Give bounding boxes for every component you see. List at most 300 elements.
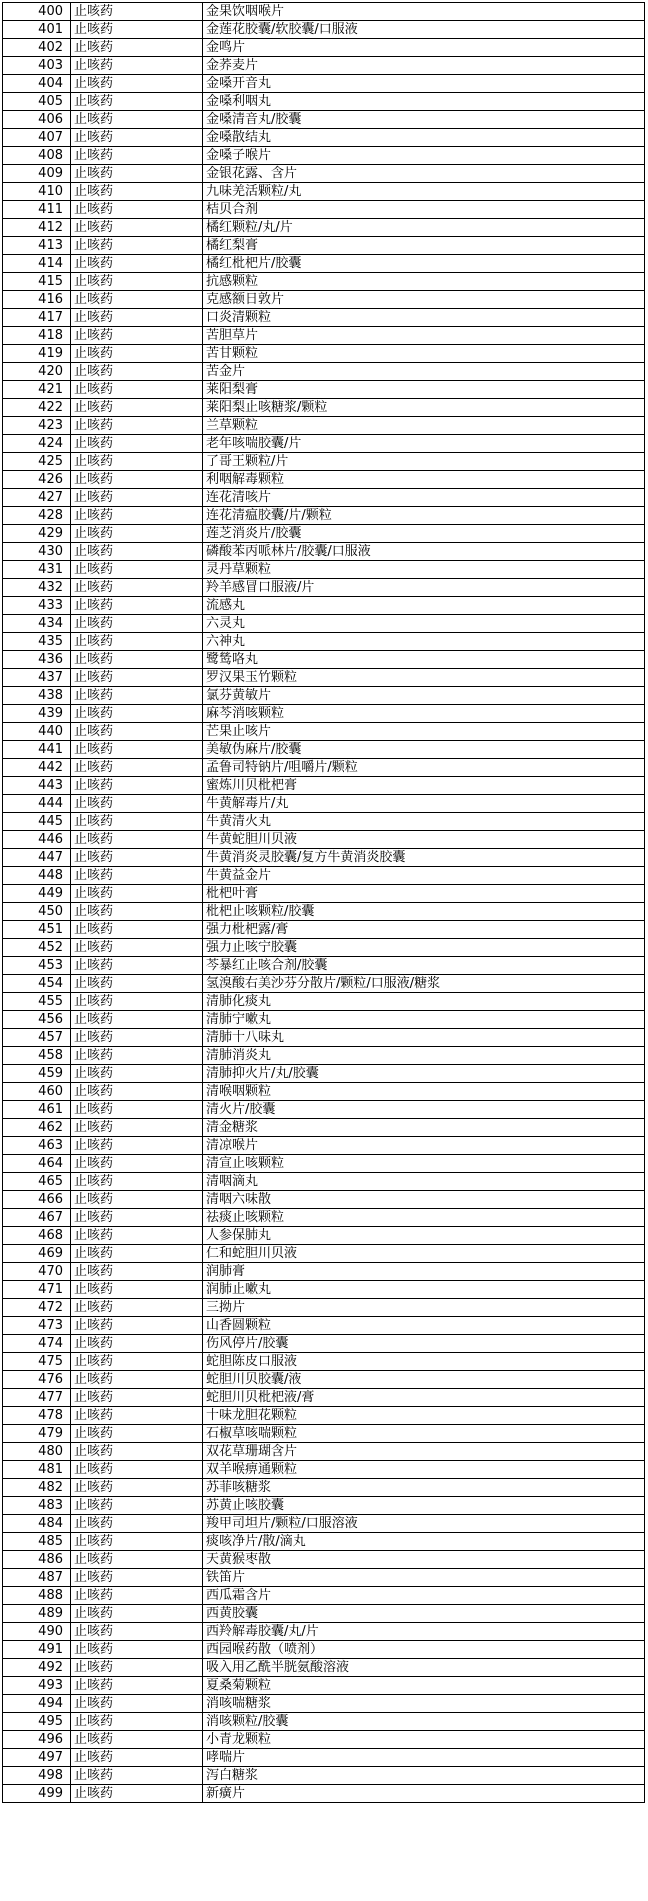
table-row bbox=[3, 1731, 645, 1749]
row-drug-name: 枇杷止咳颗粒/胶囊 bbox=[203, 903, 645, 921]
table-row bbox=[3, 1101, 645, 1119]
row-drug-name: 孟鲁司特钠片/咀嚼片/颗粒 bbox=[203, 759, 645, 777]
row-category: 止咳药 bbox=[71, 615, 203, 633]
row-drug-name: 苏菲咳糖浆 bbox=[203, 1479, 645, 1497]
row-number: 428 bbox=[3, 507, 71, 525]
table-row bbox=[3, 777, 645, 795]
row-number: 479 bbox=[3, 1425, 71, 1443]
table-row bbox=[3, 561, 645, 579]
row-number: 465 bbox=[3, 1173, 71, 1191]
row-category: 止咳药 bbox=[71, 1389, 203, 1407]
row-number: 489 bbox=[3, 1605, 71, 1623]
table-row bbox=[3, 399, 645, 417]
row-drug-name: 桔贝合剂 bbox=[203, 201, 645, 219]
row-category: 止咳药 bbox=[71, 1335, 203, 1353]
row-category: 止咳药 bbox=[71, 183, 203, 201]
row-drug-name: 小青龙颗粒 bbox=[203, 1731, 645, 1749]
table-row bbox=[3, 759, 645, 777]
row-drug-name: 莱阳梨止咳糖浆/颗粒 bbox=[203, 399, 645, 417]
table-row bbox=[3, 1353, 645, 1371]
row-number: 477 bbox=[3, 1389, 71, 1407]
row-category: 止咳药 bbox=[71, 201, 203, 219]
row-category: 止咳药 bbox=[71, 165, 203, 183]
row-number: 494 bbox=[3, 1695, 71, 1713]
row-number: 444 bbox=[3, 795, 71, 813]
row-drug-name: 老年咳喘胶囊/片 bbox=[203, 435, 645, 453]
row-category: 止咳药 bbox=[71, 1515, 203, 1533]
table-row bbox=[3, 3, 645, 21]
row-number: 481 bbox=[3, 1461, 71, 1479]
row-number: 457 bbox=[3, 1029, 71, 1047]
row-category: 止咳药 bbox=[71, 849, 203, 867]
row-drug-name: 蛇胆陈皮口服液 bbox=[203, 1353, 645, 1371]
table-row bbox=[3, 1461, 645, 1479]
table-row bbox=[3, 219, 645, 237]
row-drug-name: 芩暴红止咳合剂/胶囊 bbox=[203, 957, 645, 975]
row-category: 止咳药 bbox=[71, 1353, 203, 1371]
row-category: 止咳药 bbox=[71, 1317, 203, 1335]
row-drug-name: 清肺宁嗽丸 bbox=[203, 1011, 645, 1029]
row-drug-name: 双羊喉痹通颗粒 bbox=[203, 1461, 645, 1479]
row-number: 484 bbox=[3, 1515, 71, 1533]
table-row bbox=[3, 1569, 645, 1587]
row-number: 410 bbox=[3, 183, 71, 201]
row-drug-name: 西羚解毒胶囊/丸/片 bbox=[203, 1623, 645, 1641]
row-number: 467 bbox=[3, 1209, 71, 1227]
row-number: 483 bbox=[3, 1497, 71, 1515]
row-drug-name: 橘红颗粒/丸/片 bbox=[203, 219, 645, 237]
row-category: 止咳药 bbox=[71, 399, 203, 417]
row-drug-name: 金果饮咽喉片 bbox=[203, 3, 645, 21]
table-row bbox=[3, 669, 645, 687]
row-category: 止咳药 bbox=[71, 1155, 203, 1173]
row-number: 499 bbox=[3, 1785, 71, 1803]
row-drug-name: 灵丹草颗粒 bbox=[203, 561, 645, 579]
table-row bbox=[3, 1371, 645, 1389]
row-drug-name: 罗汉果玉竹颗粒 bbox=[203, 669, 645, 687]
row-number: 493 bbox=[3, 1677, 71, 1695]
row-category: 止咳药 bbox=[71, 1587, 203, 1605]
row-drug-name: 莱阳梨膏 bbox=[203, 381, 645, 399]
row-drug-name: 双花草珊瑚含片 bbox=[203, 1443, 645, 1461]
row-number: 420 bbox=[3, 363, 71, 381]
row-number: 401 bbox=[3, 21, 71, 39]
row-category: 止咳药 bbox=[71, 1209, 203, 1227]
row-category: 止咳药 bbox=[71, 597, 203, 615]
row-category: 止咳药 bbox=[71, 507, 203, 525]
table-row bbox=[3, 1389, 645, 1407]
row-drug-name: 苦甘颗粒 bbox=[203, 345, 645, 363]
table-row bbox=[3, 975, 645, 993]
row-category: 止咳药 bbox=[71, 345, 203, 363]
row-drug-name: 泻白糖浆 bbox=[203, 1767, 645, 1785]
row-number: 472 bbox=[3, 1299, 71, 1317]
row-drug-name: 金嗓散结丸 bbox=[203, 129, 645, 147]
row-category: 止咳药 bbox=[71, 1047, 203, 1065]
row-category: 止咳药 bbox=[71, 1605, 203, 1623]
row-number: 404 bbox=[3, 75, 71, 93]
row-drug-name: 清金糖浆 bbox=[203, 1119, 645, 1137]
row-drug-name: 吸入用乙酰半胱氨酸溶液 bbox=[203, 1659, 645, 1677]
row-number: 415 bbox=[3, 273, 71, 291]
row-drug-name: 清凉喉片 bbox=[203, 1137, 645, 1155]
row-drug-name: 磷酸苯丙哌林片/胶囊/口服液 bbox=[203, 543, 645, 561]
row-category: 止咳药 bbox=[71, 75, 203, 93]
row-drug-name: 新癀片 bbox=[203, 1785, 645, 1803]
table-row bbox=[3, 237, 645, 255]
table-row bbox=[3, 885, 645, 903]
row-drug-name: 山香圆颗粒 bbox=[203, 1317, 645, 1335]
table-row bbox=[3, 273, 645, 291]
table-row bbox=[3, 813, 645, 831]
row-drug-name: 鹭鸶咯丸 bbox=[203, 651, 645, 669]
drug-list-table bbox=[2, 2, 645, 1803]
row-category: 止咳药 bbox=[71, 453, 203, 471]
row-category: 止咳药 bbox=[71, 1551, 203, 1569]
row-category: 止咳药 bbox=[71, 147, 203, 165]
row-drug-name: 夏桑菊颗粒 bbox=[203, 1677, 645, 1695]
row-category: 止咳药 bbox=[71, 543, 203, 561]
row-drug-name: 橘红枇杷片/胶囊 bbox=[203, 255, 645, 273]
row-category: 止咳药 bbox=[71, 831, 203, 849]
table-row bbox=[3, 129, 645, 147]
row-category: 止咳药 bbox=[71, 57, 203, 75]
table-row bbox=[3, 1785, 645, 1803]
row-drug-name: 石椒草咳喘颗粒 bbox=[203, 1425, 645, 1443]
row-category: 止咳药 bbox=[71, 1299, 203, 1317]
row-category: 止咳药 bbox=[71, 651, 203, 669]
row-number: 490 bbox=[3, 1623, 71, 1641]
table-row bbox=[3, 867, 645, 885]
row-category: 止咳药 bbox=[71, 1461, 203, 1479]
row-drug-name: 羧甲司坦片/颗粒/口服溶液 bbox=[203, 1515, 645, 1533]
row-drug-name: 连花清瘟胶囊/片/颗粒 bbox=[203, 507, 645, 525]
table-row bbox=[3, 1425, 645, 1443]
table-row bbox=[3, 381, 645, 399]
row-number: 403 bbox=[3, 57, 71, 75]
row-category: 止咳药 bbox=[71, 975, 203, 993]
row-category: 止咳药 bbox=[71, 1245, 203, 1263]
row-category: 止咳药 bbox=[71, 273, 203, 291]
row-category: 止咳药 bbox=[71, 561, 203, 579]
row-category: 止咳药 bbox=[71, 471, 203, 489]
table-row bbox=[3, 1227, 645, 1245]
row-category: 止咳药 bbox=[71, 741, 203, 759]
table-row bbox=[3, 579, 645, 597]
table-row bbox=[3, 453, 645, 471]
row-number: 446 bbox=[3, 831, 71, 849]
table-row bbox=[3, 1029, 645, 1047]
row-category: 止咳药 bbox=[71, 759, 203, 777]
row-number: 432 bbox=[3, 579, 71, 597]
row-number: 429 bbox=[3, 525, 71, 543]
table-row bbox=[3, 489, 645, 507]
row-number: 452 bbox=[3, 939, 71, 957]
row-number: 419 bbox=[3, 345, 71, 363]
row-category: 止咳药 bbox=[71, 1659, 203, 1677]
row-drug-name: 清宣止咳颗粒 bbox=[203, 1155, 645, 1173]
row-drug-name: 消咳颗粒/胶囊 bbox=[203, 1713, 645, 1731]
row-number: 400 bbox=[3, 3, 71, 21]
table-row bbox=[3, 939, 645, 957]
row-category: 止咳药 bbox=[71, 1497, 203, 1515]
row-drug-name: 蜜炼川贝枇杷膏 bbox=[203, 777, 645, 795]
table-row bbox=[3, 111, 645, 129]
row-number: 447 bbox=[3, 849, 71, 867]
row-category: 止咳药 bbox=[71, 309, 203, 327]
table-row bbox=[3, 705, 645, 723]
row-number: 463 bbox=[3, 1137, 71, 1155]
row-category: 止咳药 bbox=[71, 777, 203, 795]
row-number: 405 bbox=[3, 93, 71, 111]
row-category: 止咳药 bbox=[71, 903, 203, 921]
row-category: 止咳药 bbox=[71, 867, 203, 885]
row-drug-name: 蛇胆川贝胶囊/液 bbox=[203, 1371, 645, 1389]
row-number: 464 bbox=[3, 1155, 71, 1173]
row-category: 止咳药 bbox=[71, 723, 203, 741]
table-row bbox=[3, 183, 645, 201]
table-row bbox=[3, 1713, 645, 1731]
row-category: 止咳药 bbox=[71, 1101, 203, 1119]
row-drug-name: 连花清咳片 bbox=[203, 489, 645, 507]
row-number: 416 bbox=[3, 291, 71, 309]
table-row bbox=[3, 363, 645, 381]
row-drug-name: 莲芝消炎片/胶囊 bbox=[203, 525, 645, 543]
row-category: 止咳药 bbox=[71, 795, 203, 813]
row-number: 450 bbox=[3, 903, 71, 921]
table-row bbox=[3, 255, 645, 273]
table-row bbox=[3, 993, 645, 1011]
row-number: 454 bbox=[3, 975, 71, 993]
table-row bbox=[3, 1659, 645, 1677]
table-row bbox=[3, 1209, 645, 1227]
row-number: 433 bbox=[3, 597, 71, 615]
row-drug-name: 羚羊感冒口服液/片 bbox=[203, 579, 645, 597]
row-number: 441 bbox=[3, 741, 71, 759]
row-category: 止咳药 bbox=[71, 327, 203, 345]
row-number: 445 bbox=[3, 813, 71, 831]
row-category: 止咳药 bbox=[71, 237, 203, 255]
row-drug-name: 氯芬黄敏片 bbox=[203, 687, 645, 705]
row-number: 402 bbox=[3, 39, 71, 57]
row-drug-name: 橘红梨膏 bbox=[203, 237, 645, 255]
table-row bbox=[3, 1551, 645, 1569]
row-category: 止咳药 bbox=[71, 957, 203, 975]
row-number: 439 bbox=[3, 705, 71, 723]
row-number: 485 bbox=[3, 1533, 71, 1551]
row-category: 止咳药 bbox=[71, 93, 203, 111]
table-row bbox=[3, 741, 645, 759]
row-category: 止咳药 bbox=[71, 939, 203, 957]
row-category: 止咳药 bbox=[71, 1641, 203, 1659]
row-category: 止咳药 bbox=[71, 1479, 203, 1497]
row-drug-name: 清火片/胶囊 bbox=[203, 1101, 645, 1119]
row-category: 止咳药 bbox=[71, 1677, 203, 1695]
row-drug-name: 清咽六味散 bbox=[203, 1191, 645, 1209]
row-category: 止咳药 bbox=[71, 579, 203, 597]
row-number: 456 bbox=[3, 1011, 71, 1029]
table-row bbox=[3, 1695, 645, 1713]
table-row bbox=[3, 1083, 645, 1101]
row-drug-name: 金荞麦片 bbox=[203, 57, 645, 75]
table-row bbox=[3, 327, 645, 345]
row-category: 止咳药 bbox=[71, 885, 203, 903]
table-row bbox=[3, 1137, 645, 1155]
row-drug-name: 金鸣片 bbox=[203, 39, 645, 57]
table-row bbox=[3, 345, 645, 363]
row-number: 421 bbox=[3, 381, 71, 399]
row-category: 止咳药 bbox=[71, 1227, 203, 1245]
table-row bbox=[3, 1119, 645, 1137]
row-category: 止咳药 bbox=[71, 1083, 203, 1101]
row-drug-name: 金嗓开音丸 bbox=[203, 75, 645, 93]
table-row bbox=[3, 75, 645, 93]
row-drug-name: 十味龙胆花颗粒 bbox=[203, 1407, 645, 1425]
row-number: 491 bbox=[3, 1641, 71, 1659]
row-number: 408 bbox=[3, 147, 71, 165]
table-row bbox=[3, 435, 645, 453]
row-number: 422 bbox=[3, 399, 71, 417]
row-number: 460 bbox=[3, 1083, 71, 1101]
row-drug-name: 六神丸 bbox=[203, 633, 645, 651]
row-category: 止咳药 bbox=[71, 1713, 203, 1731]
row-number: 497 bbox=[3, 1749, 71, 1767]
row-category: 止咳药 bbox=[71, 381, 203, 399]
row-number: 448 bbox=[3, 867, 71, 885]
row-category: 止咳药 bbox=[71, 1263, 203, 1281]
row-number: 488 bbox=[3, 1587, 71, 1605]
row-number: 487 bbox=[3, 1569, 71, 1587]
row-drug-name: 清咽滴丸 bbox=[203, 1173, 645, 1191]
row-number: 458 bbox=[3, 1047, 71, 1065]
row-drug-name: 九味羌活颗粒/丸 bbox=[203, 183, 645, 201]
row-number: 462 bbox=[3, 1119, 71, 1137]
table-row bbox=[3, 1317, 645, 1335]
row-category: 止咳药 bbox=[71, 111, 203, 129]
row-number: 430 bbox=[3, 543, 71, 561]
row-number: 414 bbox=[3, 255, 71, 273]
row-number: 424 bbox=[3, 435, 71, 453]
table-row bbox=[3, 39, 645, 57]
table-row bbox=[3, 1587, 645, 1605]
row-number: 417 bbox=[3, 309, 71, 327]
table-row bbox=[3, 1047, 645, 1065]
table-row bbox=[3, 525, 645, 543]
row-category: 止咳药 bbox=[71, 1731, 203, 1749]
row-category: 止咳药 bbox=[71, 993, 203, 1011]
table-row bbox=[3, 1533, 645, 1551]
row-drug-name: 苦胆草片 bbox=[203, 327, 645, 345]
row-category: 止咳药 bbox=[71, 1425, 203, 1443]
row-drug-name: 金银花露、含片 bbox=[203, 165, 645, 183]
row-number: 474 bbox=[3, 1335, 71, 1353]
row-drug-name: 蛇胆川贝枇杷液/膏 bbox=[203, 1389, 645, 1407]
row-drug-name: 消咳喘糖浆 bbox=[203, 1695, 645, 1713]
row-category: 止咳药 bbox=[71, 1749, 203, 1767]
row-drug-name: 天黄猴枣散 bbox=[203, 1551, 645, 1569]
row-drug-name: 强力枇杷露/膏 bbox=[203, 921, 645, 939]
row-category: 止咳药 bbox=[71, 1137, 203, 1155]
row-number: 449 bbox=[3, 885, 71, 903]
row-drug-name: 麻芩消咳颗粒 bbox=[203, 705, 645, 723]
table-row bbox=[3, 291, 645, 309]
row-number: 413 bbox=[3, 237, 71, 255]
row-category: 止咳药 bbox=[71, 21, 203, 39]
row-number: 461 bbox=[3, 1101, 71, 1119]
table-row bbox=[3, 633, 645, 651]
row-number: 423 bbox=[3, 417, 71, 435]
row-number: 411 bbox=[3, 201, 71, 219]
row-number: 453 bbox=[3, 957, 71, 975]
row-number: 443 bbox=[3, 777, 71, 795]
row-category: 止咳药 bbox=[71, 129, 203, 147]
row-number: 466 bbox=[3, 1191, 71, 1209]
table-row bbox=[3, 1407, 645, 1425]
table-row bbox=[3, 921, 645, 939]
table-row bbox=[3, 309, 645, 327]
row-number: 407 bbox=[3, 129, 71, 147]
row-number: 492 bbox=[3, 1659, 71, 1677]
row-drug-name: 西瓜霜含片 bbox=[203, 1587, 645, 1605]
table-row bbox=[3, 1191, 645, 1209]
row-drug-name: 枇杷叶膏 bbox=[203, 885, 645, 903]
row-number: 495 bbox=[3, 1713, 71, 1731]
row-drug-name: 三拗片 bbox=[203, 1299, 645, 1317]
row-category: 止咳药 bbox=[71, 687, 203, 705]
row-number: 442 bbox=[3, 759, 71, 777]
row-category: 止咳药 bbox=[71, 813, 203, 831]
table-row bbox=[3, 1065, 645, 1083]
row-number: 409 bbox=[3, 165, 71, 183]
row-drug-name: 口炎清颗粒 bbox=[203, 309, 645, 327]
table-row bbox=[3, 651, 645, 669]
row-category: 止咳药 bbox=[71, 1065, 203, 1083]
row-category: 止咳药 bbox=[71, 1119, 203, 1137]
row-category: 止咳药 bbox=[71, 435, 203, 453]
row-category: 止咳药 bbox=[71, 525, 203, 543]
row-number: 412 bbox=[3, 219, 71, 237]
table-row bbox=[3, 147, 645, 165]
row-number: 473 bbox=[3, 1317, 71, 1335]
table-row bbox=[3, 1623, 645, 1641]
row-drug-name: 西黄胶囊 bbox=[203, 1605, 645, 1623]
row-drug-name: 强力止咳宁胶囊 bbox=[203, 939, 645, 957]
row-number: 418 bbox=[3, 327, 71, 345]
table-row bbox=[3, 903, 645, 921]
table-row bbox=[3, 1641, 645, 1659]
row-drug-name: 金嗓子喉片 bbox=[203, 147, 645, 165]
row-number: 478 bbox=[3, 1407, 71, 1425]
table-row bbox=[3, 417, 645, 435]
table-row bbox=[3, 795, 645, 813]
table-row bbox=[3, 1749, 645, 1767]
row-drug-name: 西园喉药散（喷剂） bbox=[203, 1641, 645, 1659]
row-drug-name: 金嗓清音丸/胶囊 bbox=[203, 111, 645, 129]
row-category: 止咳药 bbox=[71, 921, 203, 939]
row-category: 止咳药 bbox=[71, 1173, 203, 1191]
row-drug-name: 牛黄解毒片/丸 bbox=[203, 795, 645, 813]
table-row bbox=[3, 21, 645, 39]
row-drug-name: 润肺膏 bbox=[203, 1263, 645, 1281]
row-number: 475 bbox=[3, 1353, 71, 1371]
row-drug-name: 抗感颗粒 bbox=[203, 273, 645, 291]
table-row bbox=[3, 687, 645, 705]
row-category: 止咳药 bbox=[71, 1767, 203, 1785]
table-row bbox=[3, 1443, 645, 1461]
row-drug-name: 痰咳净片/散/滴丸 bbox=[203, 1533, 645, 1551]
table-row bbox=[3, 1245, 645, 1263]
row-number: 426 bbox=[3, 471, 71, 489]
